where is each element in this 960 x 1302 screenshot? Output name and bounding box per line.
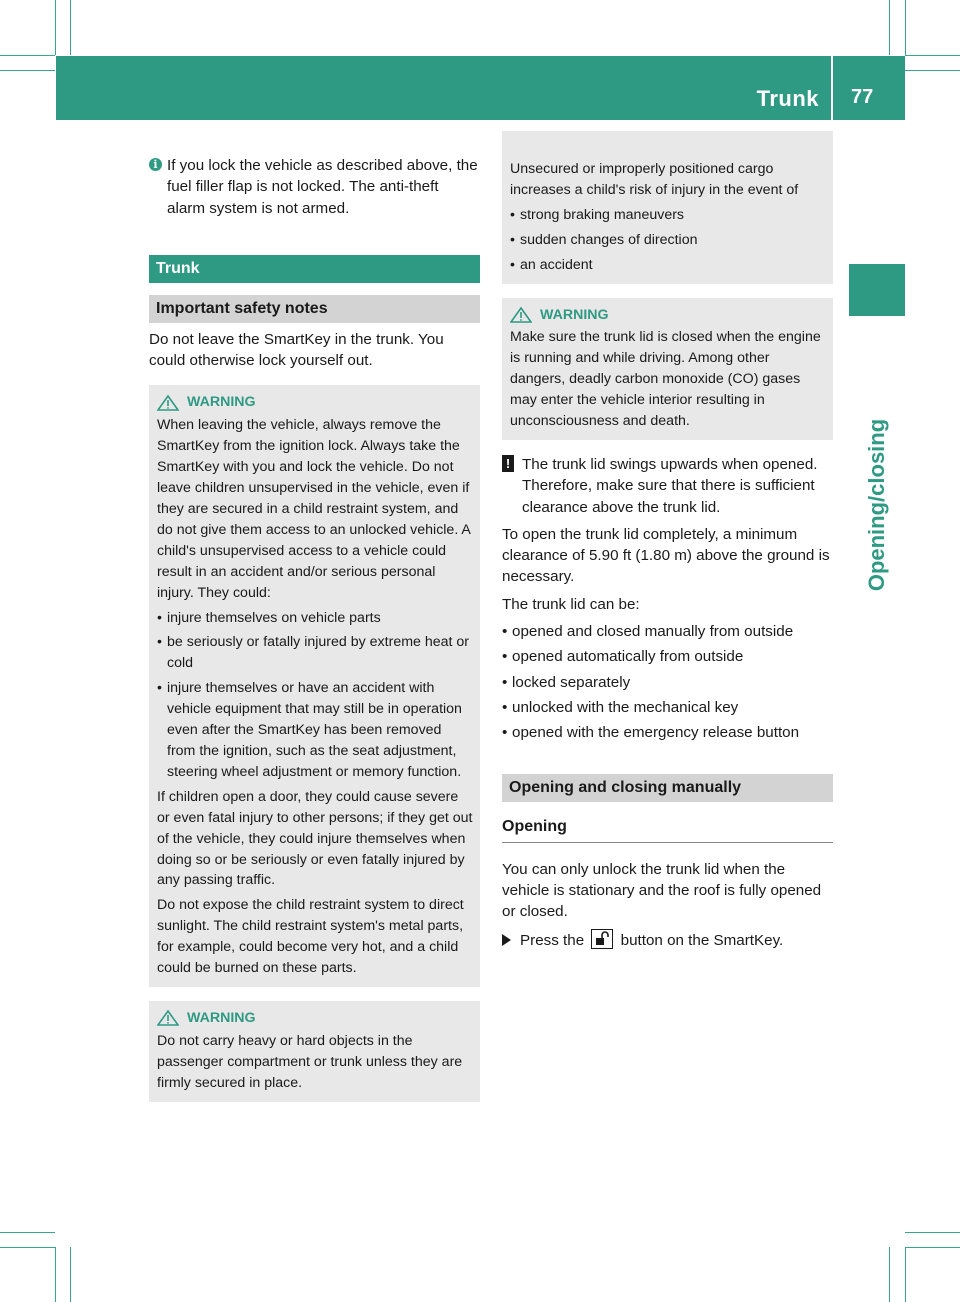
warning-text: If children open a door, they could cause severe or even fatal injury to other persons; if they get out of the vehicle, they could injure themselves when doing so or be seriously or even fatally injured by any passing traffic. <box>157 788 473 889</box>
crop-mark <box>0 55 55 56</box>
list-item: • opened automatically from outside <box>502 646 833 667</box>
page-number: 77 <box>851 86 874 108</box>
warning-heading <box>157 392 473 413</box>
crop-mark <box>905 0 906 55</box>
opening-paragraph: You can only unlock the trunk lid when the vehicle is stationary and the roof is fully opened or closed. <box>502 860 822 921</box>
header-divider <box>831 56 833 120</box>
list-item: • opened with the emergency release button <box>502 722 833 743</box>
warning-text: When leaving the vehicle, always remove the SmartKey from the ignition lock. Always take the SmartKey with you and lock the vehicle. Do not leave children unsupervised in the vehicle, even if they are secured in a child restraint system, and do not give them access to an unlocked vehicle. A child's unsupervised access to a vehicle could result in an accident and/or serious personal injury. They could: <box>157 417 471 601</box>
crop-mark <box>0 1247 55 1248</box>
exclamation-icon: ! <box>502 455 514 472</box>
warning-label: WARNING <box>540 306 609 323</box>
section-heading-trunk: Trunk <box>149 255 480 283</box>
step-text-after: button on the SmartKey. <box>620 931 784 949</box>
list-item: • injure themselves or have an accident with vehicle equipment that may still be in operation even after the SmartKey has been removed from the ignition, such as the seat adjustment, steering wheel adjustment or memory function. <box>157 678 473 783</box>
warning-text: Do not carry heavy or hard objects in the passenger compartment or trunk unless they are firmly secured in place. <box>157 1032 463 1091</box>
warning-heading <box>157 1008 473 1029</box>
info-note <box>149 155 480 219</box>
warning-triangle-icon <box>157 1010 179 1026</box>
list-item: • strong braking maneuvers <box>510 205 826 226</box>
caution-text: The trunk lid swings upwards when opened. Therefore, make sure that there is sufficient clearance above the trunk lid. <box>522 455 818 516</box>
crop-mark <box>889 0 890 55</box>
crop-mark <box>55 1247 56 1302</box>
unlock-button-icon <box>591 929 613 949</box>
warning-label: WARNING <box>187 394 256 411</box>
warning-box-continued <box>502 131 833 284</box>
list-item: • opened and closed manually from outside <box>502 621 833 642</box>
warning-heading <box>510 305 826 326</box>
crop-mark <box>905 1232 960 1233</box>
warning-box <box>502 298 833 440</box>
warning-text: Make sure the trunk lid is closed when the engine is running and while driving. Among other dangers, deadly carbon monoxide (CO) gases may enter the vehicle interior resulting in unconsciousness and death. <box>510 329 821 430</box>
warning-box <box>149 385 480 986</box>
right-column <box>502 131 833 957</box>
crop-mark <box>70 1247 71 1302</box>
sub-heading-opening: Opening <box>502 816 833 843</box>
warning-triangle-icon <box>157 395 179 411</box>
info-note-text: If you lock the vehicle as described above, the fuel filler flap is not locked. The anti-theft alarm system is not armed. <box>167 157 478 217</box>
chapter-tab-marker <box>849 264 905 316</box>
subsection-heading-safety-notes: Important safety notes <box>149 295 480 323</box>
crop-mark <box>905 1247 906 1302</box>
header-section-title: Trunk <box>756 86 819 111</box>
caution-note <box>502 454 833 518</box>
subsection-heading-opening-closing: Opening and closing manually <box>502 774 833 802</box>
list-item: • injure themselves on vehicle parts <box>157 608 473 629</box>
crop-mark <box>0 70 55 71</box>
warning-text: Unsecured or improperly positioned cargo increases a child's risk of injury in the event of <box>510 161 799 198</box>
info-icon: i <box>149 158 162 171</box>
crop-mark <box>70 0 71 55</box>
list-item: • unlocked with the mechanical key <box>502 697 833 718</box>
crop-mark <box>905 1247 960 1248</box>
warning-label: WARNING <box>187 1009 256 1026</box>
crop-mark <box>905 70 960 71</box>
crop-mark <box>905 55 960 56</box>
warning-triangle-icon <box>510 307 532 323</box>
crop-mark <box>889 1247 890 1302</box>
list-item: • an accident <box>510 255 826 276</box>
crop-mark <box>0 1232 55 1233</box>
arrow-bullet-icon <box>502 934 511 946</box>
list-item: • be seriously or fatally injured by extreme heat or cold <box>157 632 473 674</box>
warning-text: Do not expose the child restraint system to direct sunlight. The child restraint system's metal parts, for example, could become very hot, and a child could be burned on these parts. <box>157 897 464 977</box>
list-item: • sudden changes of direction <box>510 230 826 251</box>
crop-mark <box>55 0 56 55</box>
list-item: • locked separately <box>502 672 833 693</box>
trunk-lid-options-intro: The trunk lid can be: <box>502 595 640 613</box>
instruction-step <box>502 929 833 951</box>
chapter-tab-label: Opening/closing <box>864 418 889 592</box>
intro-paragraph: Do not leave the SmartKey in the trunk. You could otherwise lock yourself out. <box>149 330 444 370</box>
left-column <box>149 155 480 1102</box>
page-header <box>56 56 905 120</box>
warning-box <box>149 1001 480 1102</box>
step-text-before: Press the <box>520 931 585 949</box>
clearance-paragraph: To open the trunk lid completely, a minimum clearance of 5.90 ft (1.80 m) above the ground is necessary. <box>502 525 830 586</box>
